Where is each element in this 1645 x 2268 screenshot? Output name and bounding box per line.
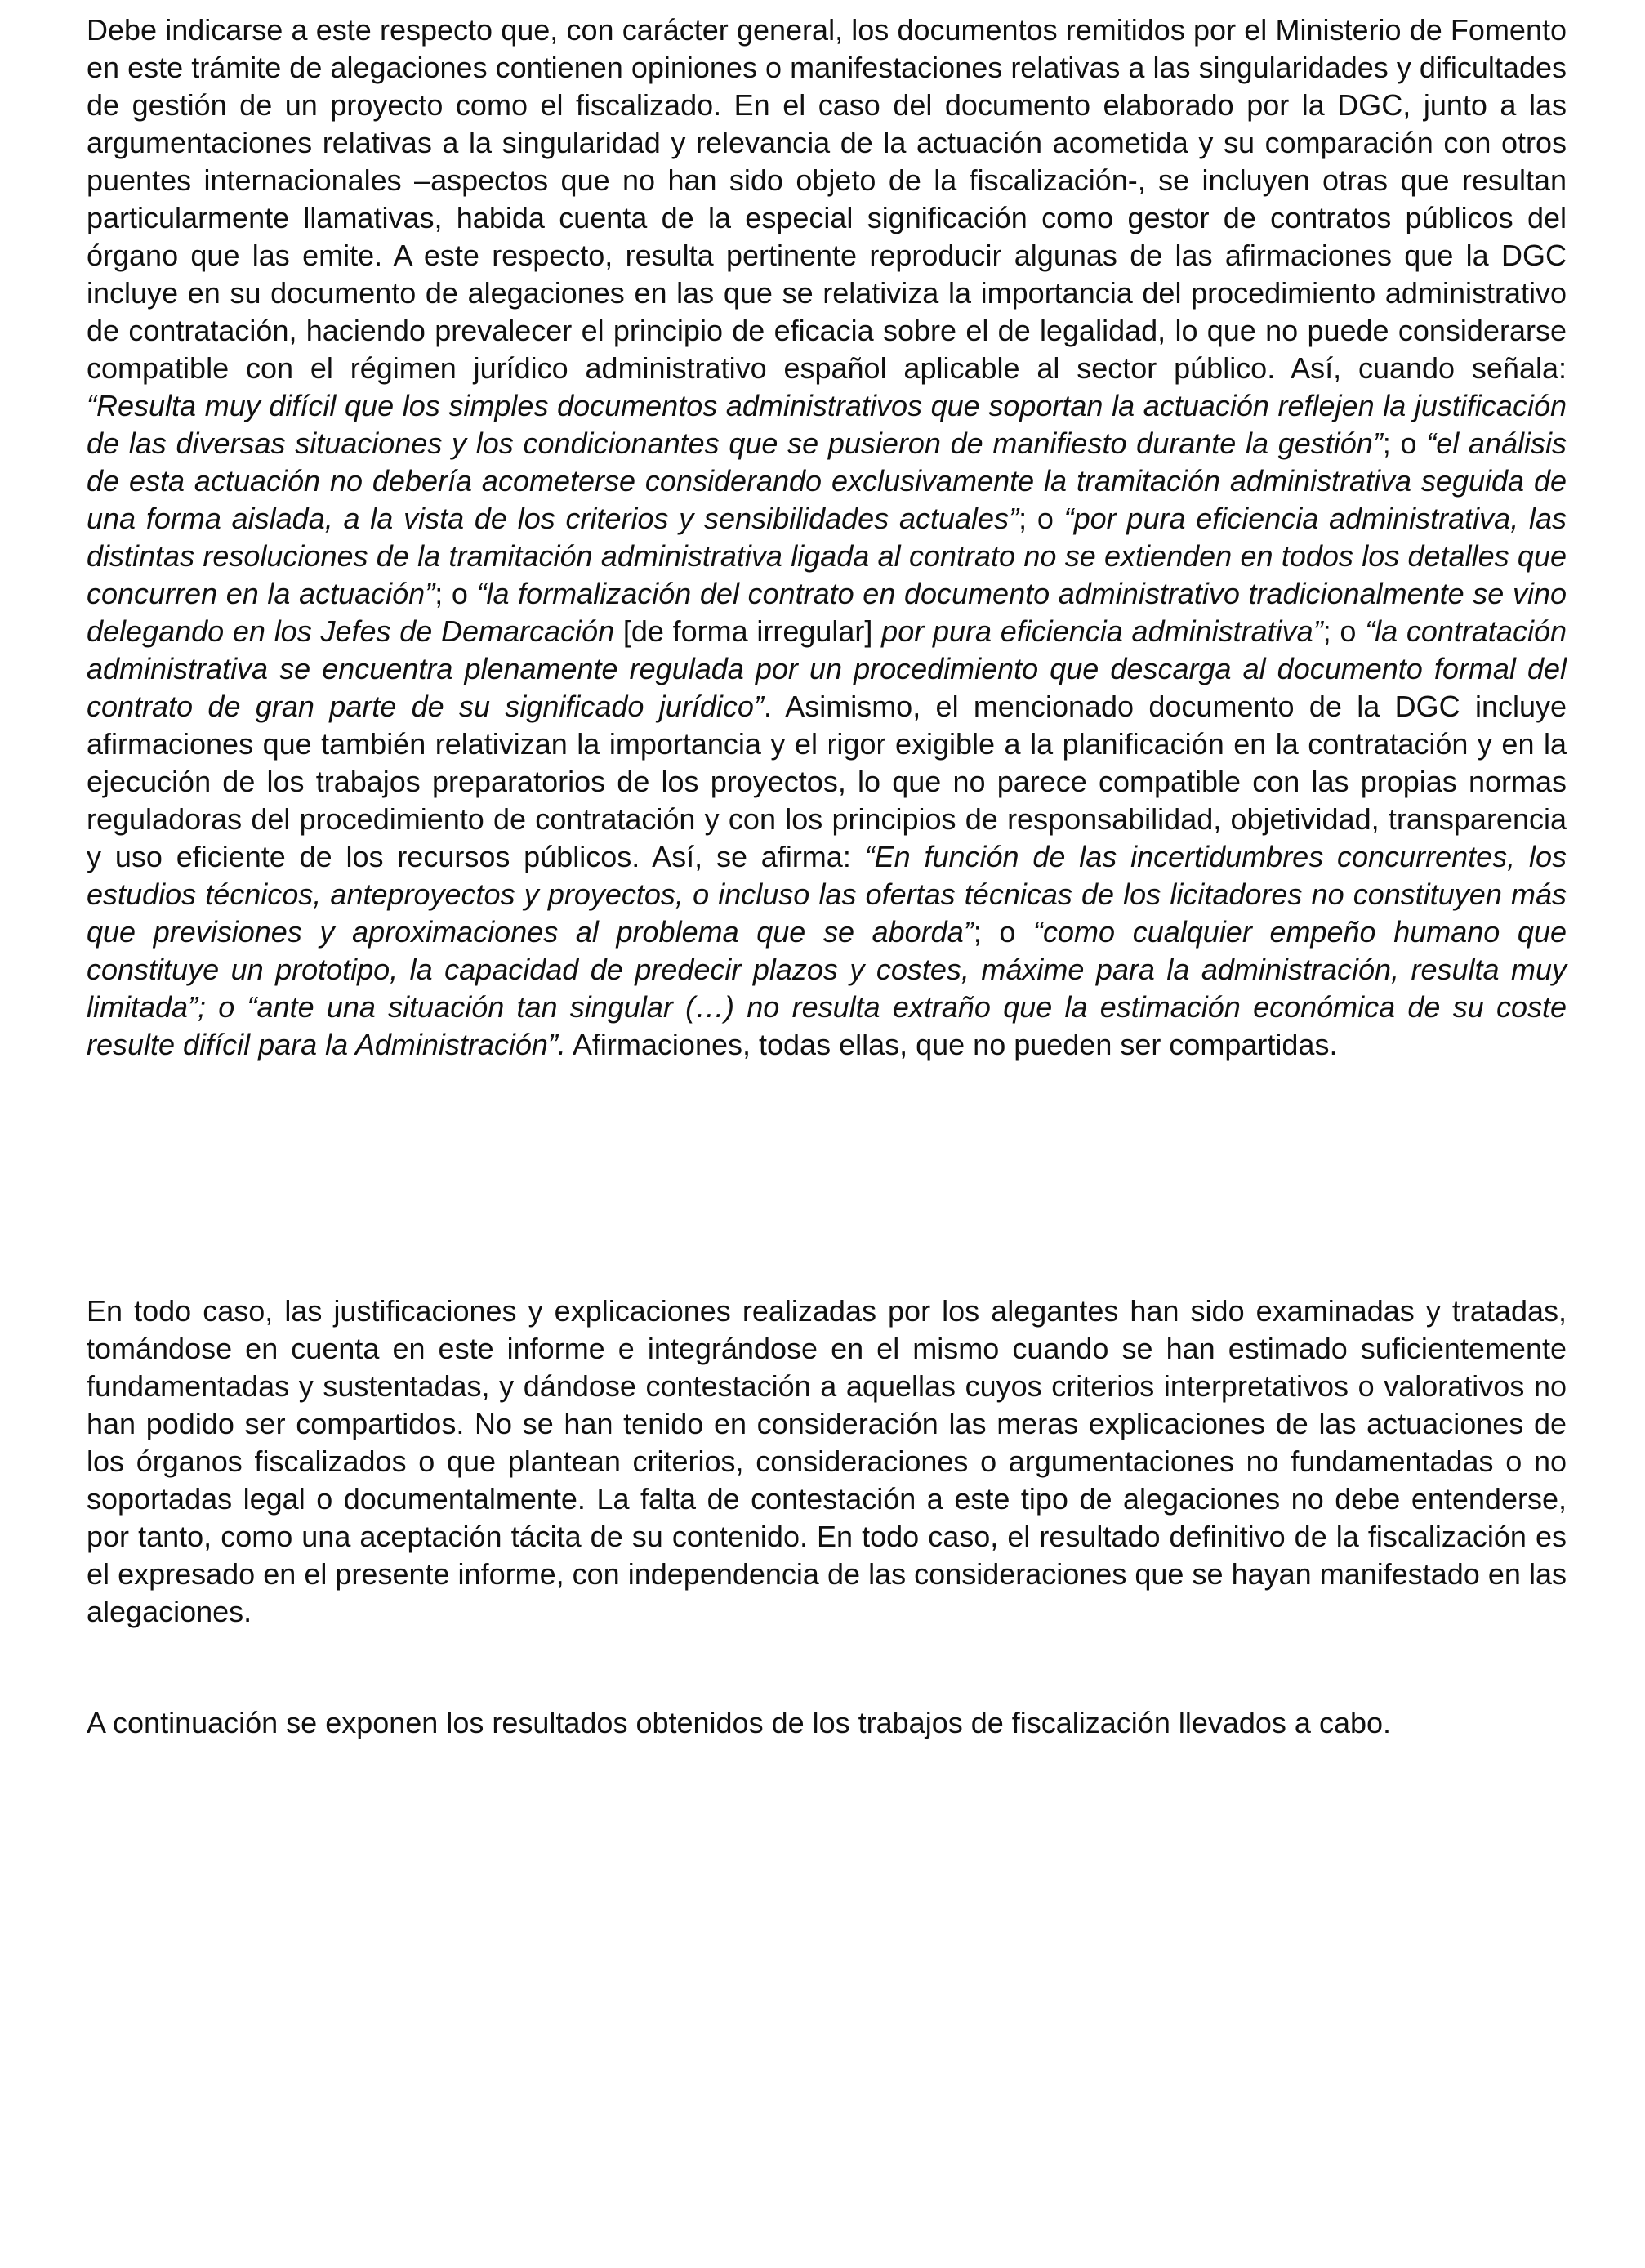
quoted-statement: “En función de las incertidumbres concurrentes, los estudios técnicos, anteproyectos y proyectos, o incluso las ofertas técnicas de los licitadores no constituyen más que previsiones y aproximaciones al problema que se aborda” bbox=[87, 840, 1567, 949]
body-text-run: ; o bbox=[973, 915, 1034, 949]
body-text-run: [de forma irregular] bbox=[614, 614, 882, 648]
body-text-run: ; o bbox=[1322, 614, 1366, 648]
body-text-run: ; o bbox=[1382, 426, 1427, 460]
body-text-run: A continuación se exponen los resultados obtenidos de los trabajos de fiscalización llevados a cabo. bbox=[87, 1706, 1392, 1739]
body-text-run: Debe indicarse a este respecto que, con carácter general, los documentos remitidos por el Ministerio de Fomento en este trámite de alegaciones contienen opiniones o manifestaciones relativas a las singularidades y dificultades de gestión de un proyecto como el fiscalizado. En el caso del documento elaborado por la DGC, junto a las argumentaciones relativas a la singularidad y relevancia de la actuación acometida y su comparación con otros puentes internacionales –aspectos que no han sido objeto de la fiscalización-, se incluyen otras que resultan particularmente llamativas, habida cuenta de la especial significación como gestor de contratos públicos del órgano que las emite. A este respecto, resulta pertinente reproducir algunas de las afirmaciones que la DGC incluye en su documento de alegaciones en las que se relativiza la importancia del procedimiento administrativo de contratación, haciendo prevalecer el principio de eficacia sobre el de legalidad, lo que no puede considerarse compatible con el régimen jurídico administrativo español aplicable al sector público. Así, cuando señala: bbox=[87, 13, 1567, 385]
quoted-statement: “por pura eficiencia administrativa, las distintas resoluciones de la tramitación administrativa ligada al contrato no se extienden en todos los detalles que concurren en la actuación” bbox=[87, 502, 1567, 610]
body-text-run: ; o bbox=[435, 577, 477, 610]
quoted-statement: “la formalización del contrato en documento administrativo tradicionalmente se vino delegando en los Jefes de Demarcación bbox=[87, 577, 1567, 648]
quoted-statement: “la contratación administrativa se encuentra plenamente regulada por un procedimiento que descarga al documento formal del contrato de gran parte de su significado jurídico” bbox=[87, 614, 1567, 723]
body-text-run: . Asimismo, el mencionado documento de la DGC incluye afirmaciones que también relativizan la importancia y el rigor exigible a la planificación en la contratación y en la ejecución de los trabajos preparatorios de los proyectos, lo que no parece compatible con las propias normas reguladoras del procedimiento de contratación y con los principios de responsabilidad, objetividad, transparencia y uso eficiente de los recursos públicos. Así, se afirma: bbox=[87, 690, 1567, 873]
body-text-run: En todo caso, las justificaciones y explicaciones realizadas por los alegantes han sido examinadas y tratadas, tomándose en cuenta en este informe e integrándose en el mismo cuando se han estimado suficientemente fundamentadas y sustentadas, y dándose contestación a aquellas cuyos criterios interpretativos o valorativos no han podido ser compartidos. No se han tenido en consideración las meras explicaciones de las actuaciones de los órganos fiscalizados o que plantean criterios, consideraciones o argumentaciones no fundamentadas o no soportadas legal o documentalmente. La falta de contestación a este tipo de alegaciones no debe entenderse, por tanto, como una aceptación tácita de su contenido. En todo caso, el resultado definitivo de la fiscalización es el expresado en el presente informe, con independencia de las consideraciones que se hayan manifestado en las alegaciones. bbox=[87, 1294, 1567, 1628]
quoted-statement: por pura eficiencia administrativa” bbox=[881, 614, 1323, 648]
paragraph-resultados-intro bbox=[87, 1704, 1567, 1742]
paragraph-alegaciones-ministerio bbox=[87, 11, 1567, 1064]
body-text-run: Afirmaciones, todas ellas, que no pueden ser compartidas. bbox=[565, 1028, 1338, 1061]
body-text-run: ; o bbox=[1019, 502, 1064, 535]
quoted-statement: “Resulta muy difícil que los simples documentos administrativos que soportan la actuación reflejen la justificación de las diversas situaciones y los condicionantes que se pusieron de manifiesto durante la gestión” bbox=[87, 389, 1567, 460]
paragraph-tratamiento-alegaciones bbox=[87, 1292, 1567, 1631]
quoted-statement: “el análisis de esta actuación no debería acometerse considerando exclusivamente la tramitación administrativa seguida de una forma aislada, a la vista de los criterios y sensibilidades actuales” bbox=[87, 426, 1567, 535]
quoted-statement: “como cualquier empeño humano que constituye un prototipo, la capacidad de predecir plazos y costes, máxime para la administración, resulta muy limitada”; o “ante una situación tan singular (…) no resulta extraño que la estimación económica de su coste resulte difícil para la Administración”. bbox=[87, 915, 1567, 1061]
